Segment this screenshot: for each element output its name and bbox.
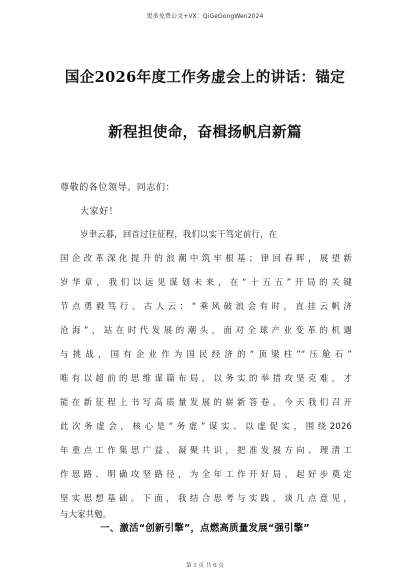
body-line: 作思路、明确攻坚路径，为全年工作开好局、起好步奠定 bbox=[60, 469, 352, 479]
body-line: 年重点工作集思广益、凝聚共识，把准发展方向、理清工 bbox=[60, 445, 352, 455]
body-line: 能在新征程上书写高质量发展的崭新答卷。今天我们召开 bbox=[60, 397, 352, 407]
section-heading: 一、激活“创新引擎”，点燃高质量发展“强引擎” bbox=[100, 523, 310, 534]
body-line: 沧海”，站在时代发展的潮头，面对全球产业变革的机遇 bbox=[60, 325, 352, 335]
body-line: 与大家共勉。 bbox=[60, 509, 112, 519]
page-header: 更多免费公文+VX：QiGeGongWen2024 bbox=[146, 13, 264, 20]
body-line: 此次务虚会，核心是“务虚”谋实、以虚促实，围绕2026 bbox=[60, 421, 352, 431]
body-line: 岁聿云暮，回首过往征程，我们以实干笃定前行，在 bbox=[80, 229, 278, 239]
page-footer: 第 1 页 共 6 页 bbox=[186, 563, 224, 569]
body-line: 国企改革深化提升的浪潮中筑牢根基；律回春晖，展望新 bbox=[60, 253, 352, 263]
body-line: 岁华章，我们以远见谋划未来，在“十五五”开局的关键 bbox=[60, 277, 352, 287]
salutation: 尊敬的各位领导、同志们： bbox=[60, 183, 176, 193]
greeting: 大家好！ bbox=[80, 207, 119, 217]
body-line: 坚实思想基础。下面，我结合思考与实践，谈几点意见， bbox=[60, 493, 352, 503]
document-title-line-2: 新程担使命，奋楫扬帆启新篇 bbox=[108, 124, 302, 141]
body-line: 唯有以超前的思维谋篇布局，以务实的举措攻坚克难，才 bbox=[60, 373, 352, 383]
body-line: 与挑战，国有企业作为国民经济的“顶梁柱”“压舱石” bbox=[60, 349, 352, 359]
body-line: 节点勇毅笃行。古人云：“乘风破浪会有时，直挂云帆济 bbox=[60, 301, 352, 311]
document-title-line-1: 国企2026年度工作务虚会上的讲话：锚定 bbox=[64, 69, 346, 86]
